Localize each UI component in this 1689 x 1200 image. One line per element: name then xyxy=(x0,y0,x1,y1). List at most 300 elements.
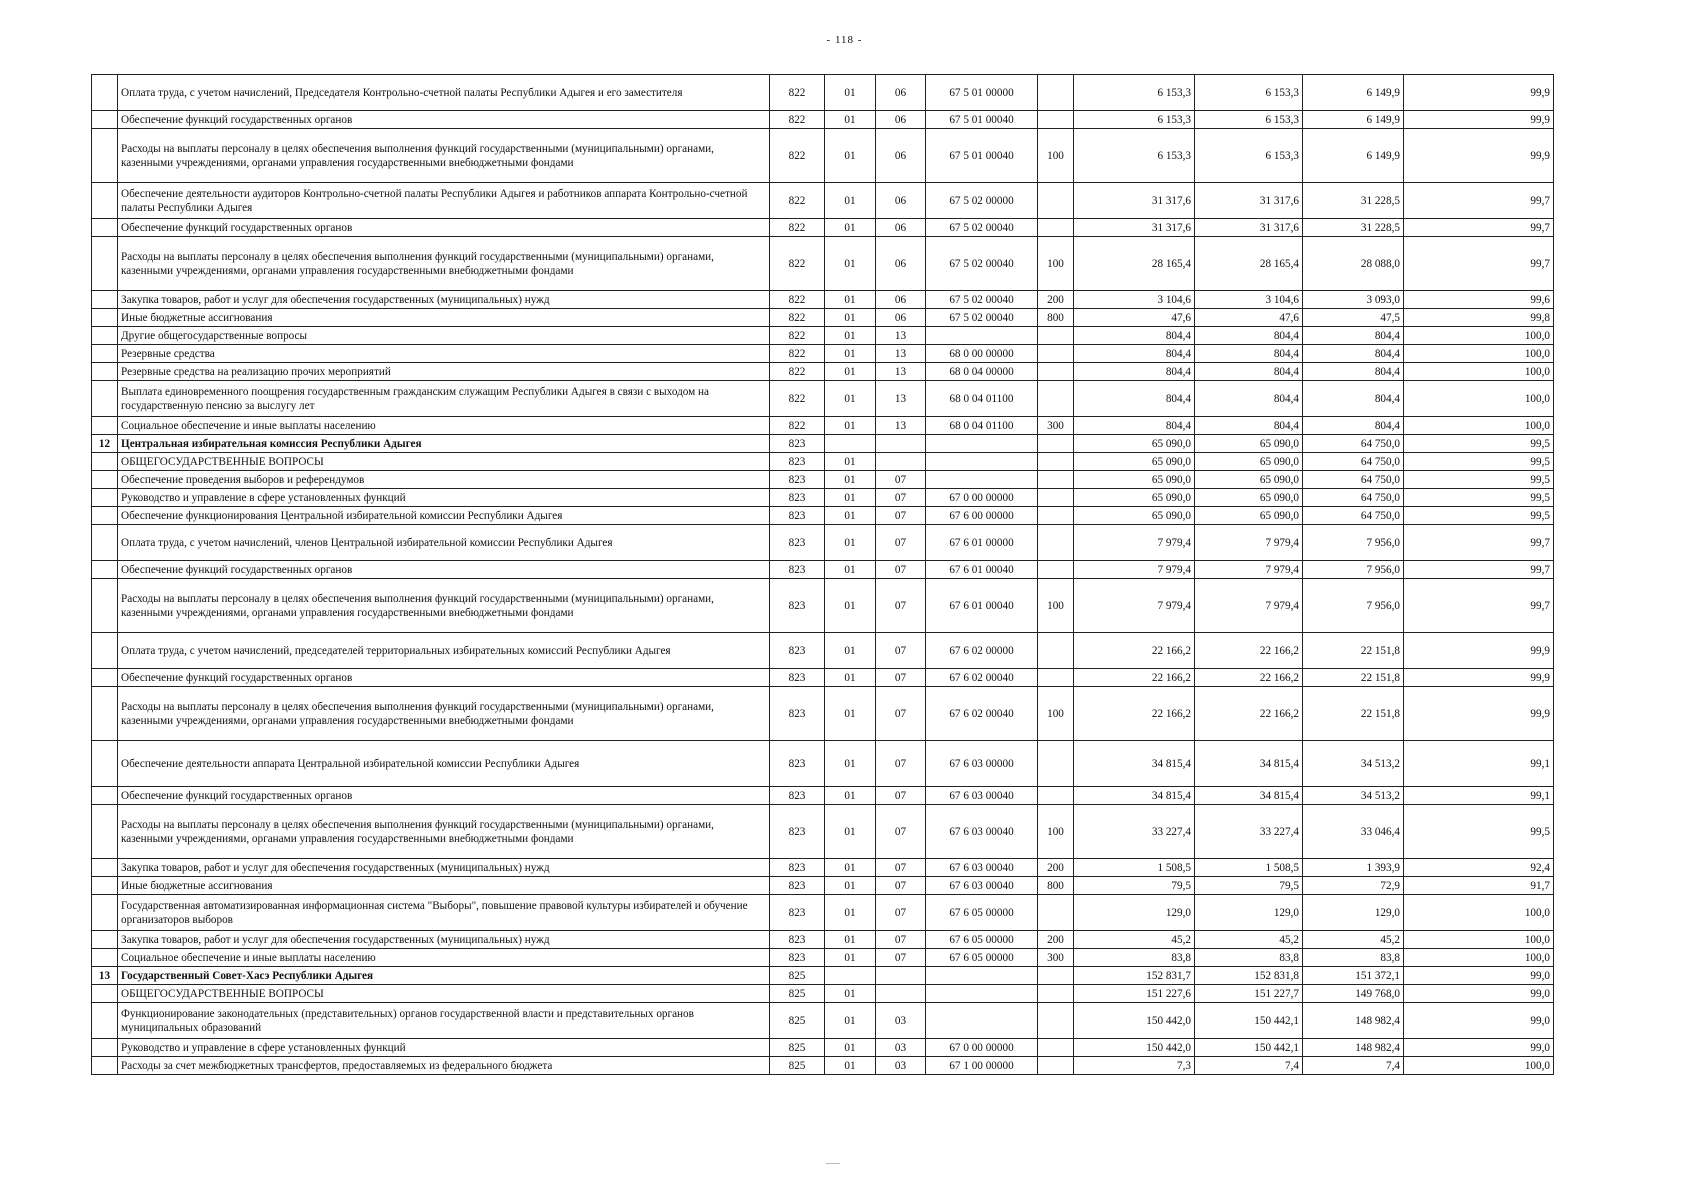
executed-amount: 83,8 xyxy=(1303,949,1404,967)
budget-list-amount: 31 317,6 xyxy=(1195,183,1303,219)
executed-amount: 31 228,5 xyxy=(1303,183,1404,219)
row-number xyxy=(92,877,118,895)
executed-amount: 72,9 xyxy=(1303,877,1404,895)
ministry-code: 825 xyxy=(770,1057,825,1075)
expense-name: ОБЩЕГОСУДАРСТВЕННЫЕ ВОПРОСЫ xyxy=(118,985,770,1003)
expense-type-code xyxy=(1038,967,1074,985)
approved-amount: 22 166,2 xyxy=(1074,633,1195,669)
table-row xyxy=(92,895,1554,931)
row-number xyxy=(92,471,118,489)
execution-percent: 99,1 xyxy=(1404,741,1554,787)
table-row xyxy=(92,345,1554,363)
expense-type-code xyxy=(1038,471,1074,489)
row-number: 13 xyxy=(92,967,118,985)
table-row xyxy=(92,471,1554,489)
table-row xyxy=(92,507,1554,525)
expense-type-code xyxy=(1038,985,1074,1003)
ministry-code: 823 xyxy=(770,949,825,967)
execution-percent: 99,7 xyxy=(1404,579,1554,633)
expense-name: Резервные средства xyxy=(118,345,770,363)
expense-name: Обеспечение функций государственных органов xyxy=(118,561,770,579)
expense-type-code xyxy=(1038,327,1074,345)
row-number xyxy=(92,949,118,967)
table-row xyxy=(92,489,1554,507)
executed-amount: 31 228,5 xyxy=(1303,219,1404,237)
subsection-code: 13 xyxy=(876,327,926,345)
target-article-code: 68 0 00 00000 xyxy=(926,345,1038,363)
approved-amount: 34 815,4 xyxy=(1074,787,1195,805)
execution-percent: 100,0 xyxy=(1404,363,1554,381)
section-code: 01 xyxy=(825,489,876,507)
subsection-code xyxy=(876,453,926,471)
table-row xyxy=(92,669,1554,687)
budget-list-amount: 150 442,1 xyxy=(1195,1039,1303,1057)
expense-type-code: 100 xyxy=(1038,237,1074,291)
table-row xyxy=(92,129,1554,183)
execution-percent: 99,7 xyxy=(1404,525,1554,561)
target-article-code xyxy=(926,471,1038,489)
ministry-code: 823 xyxy=(770,931,825,949)
row-number xyxy=(92,579,118,633)
expense-name: Закупка товаров, работ и услуг для обеспечения государственных (муниципальных) нужд xyxy=(118,931,770,949)
section-code: 01 xyxy=(825,1057,876,1075)
target-article-code: 67 6 05 00000 xyxy=(926,949,1038,967)
executed-amount: 34 513,2 xyxy=(1303,787,1404,805)
execution-percent: 99,0 xyxy=(1404,985,1554,1003)
expense-type-code xyxy=(1038,75,1074,111)
table-row xyxy=(92,687,1554,741)
target-article-code: 67 6 03 00040 xyxy=(926,805,1038,859)
subsection-code: 07 xyxy=(876,805,926,859)
execution-percent: 99,9 xyxy=(1404,129,1554,183)
row-number xyxy=(92,489,118,507)
expense-name: Функционирование законодательных (представительных) органов государственной власти и представительных органов муниципальных образований xyxy=(118,1003,770,1039)
ministry-code: 822 xyxy=(770,237,825,291)
approved-amount: 150 442,0 xyxy=(1074,1039,1195,1057)
executed-amount: 28 088,0 xyxy=(1303,237,1404,291)
subsection-code: 07 xyxy=(876,741,926,787)
row-number xyxy=(92,453,118,471)
expense-type-code: 200 xyxy=(1038,291,1074,309)
budget-list-amount: 22 166,2 xyxy=(1195,633,1303,669)
execution-percent: 100,0 xyxy=(1404,381,1554,417)
row-number xyxy=(92,219,118,237)
subsection-code xyxy=(876,985,926,1003)
expense-type-code xyxy=(1038,111,1074,129)
target-article-code: 67 5 02 00040 xyxy=(926,237,1038,291)
target-article-code: 67 0 00 00000 xyxy=(926,489,1038,507)
table-row xyxy=(92,579,1554,633)
subsection-code: 07 xyxy=(876,633,926,669)
target-article-code: 67 5 01 00040 xyxy=(926,111,1038,129)
scan-mark xyxy=(826,1163,840,1164)
ministry-code: 822 xyxy=(770,417,825,435)
executed-amount: 22 151,8 xyxy=(1303,669,1404,687)
execution-percent: 99,9 xyxy=(1404,633,1554,669)
expense-name: Обеспечение функций государственных органов xyxy=(118,669,770,687)
ministry-code: 822 xyxy=(770,183,825,219)
budget-list-amount: 33 227,4 xyxy=(1195,805,1303,859)
approved-amount: 65 090,0 xyxy=(1074,435,1195,453)
row-number xyxy=(92,1003,118,1039)
target-article-code: 67 5 02 00040 xyxy=(926,309,1038,327)
subsection-code: 06 xyxy=(876,237,926,291)
section-code: 01 xyxy=(825,75,876,111)
approved-amount: 129,0 xyxy=(1074,895,1195,931)
execution-percent: 99,6 xyxy=(1404,291,1554,309)
target-article-code: 67 5 01 00040 xyxy=(926,129,1038,183)
approved-amount: 804,4 xyxy=(1074,417,1195,435)
subsection-code: 03 xyxy=(876,1039,926,1057)
table-row xyxy=(92,949,1554,967)
row-number xyxy=(92,237,118,291)
expense-name: Государственная автоматизированная информационная система "Выборы", повышение правовой культуры избирателей и обучение организаторов выборов xyxy=(118,895,770,931)
target-article-code: 67 6 01 00040 xyxy=(926,561,1038,579)
approved-amount: 22 166,2 xyxy=(1074,669,1195,687)
approved-amount: 804,4 xyxy=(1074,381,1195,417)
budget-list-amount: 22 166,2 xyxy=(1195,669,1303,687)
execution-percent: 92,4 xyxy=(1404,859,1554,877)
expense-type-code xyxy=(1038,669,1074,687)
row-number xyxy=(92,859,118,877)
row-number xyxy=(92,1039,118,1057)
subsection-code: 07 xyxy=(876,669,926,687)
subsection-code: 13 xyxy=(876,417,926,435)
row-number xyxy=(92,669,118,687)
budget-list-amount: 65 090,0 xyxy=(1195,435,1303,453)
subsection-code: 07 xyxy=(876,579,926,633)
row-number xyxy=(92,363,118,381)
row-number xyxy=(92,291,118,309)
target-article-code xyxy=(926,327,1038,345)
expense-type-code: 100 xyxy=(1038,129,1074,183)
ministry-code: 823 xyxy=(770,471,825,489)
target-article-code: 67 6 03 00040 xyxy=(926,877,1038,895)
ministry-code: 823 xyxy=(770,895,825,931)
budget-list-amount: 804,4 xyxy=(1195,327,1303,345)
budget-list-amount: 804,4 xyxy=(1195,417,1303,435)
ministry-code: 825 xyxy=(770,985,825,1003)
expense-name: Обеспечение функций государственных органов xyxy=(118,787,770,805)
approved-amount: 31 317,6 xyxy=(1074,219,1195,237)
subsection-code: 07 xyxy=(876,525,926,561)
subsection-code: 13 xyxy=(876,363,926,381)
subsection-code: 07 xyxy=(876,471,926,489)
target-article-code: 67 6 03 00000 xyxy=(926,741,1038,787)
section-code: 01 xyxy=(825,741,876,787)
expense-name: Иные бюджетные ассигнования xyxy=(118,309,770,327)
ministry-code: 822 xyxy=(770,309,825,327)
target-article-code: 68 0 04 01100 xyxy=(926,381,1038,417)
table-row xyxy=(92,237,1554,291)
approved-amount: 804,4 xyxy=(1074,363,1195,381)
ministry-code: 822 xyxy=(770,381,825,417)
execution-percent: 100,0 xyxy=(1404,417,1554,435)
ministry-code: 822 xyxy=(770,75,825,111)
executed-amount: 1 393,9 xyxy=(1303,859,1404,877)
section-code: 01 xyxy=(825,183,876,219)
expense-name: Руководство и управление в сфере установленных функций xyxy=(118,489,770,507)
expense-type-code xyxy=(1038,363,1074,381)
expense-type-code xyxy=(1038,741,1074,787)
execution-percent: 99,7 xyxy=(1404,237,1554,291)
expense-type-code xyxy=(1038,345,1074,363)
expense-name: Расходы на выплаты персоналу в целях обеспечения выполнения функций государственными (муниципальными) органами, казенными учреждениями, органами управления государственными внебюджетными фондами xyxy=(118,237,770,291)
ministry-code: 823 xyxy=(770,787,825,805)
executed-amount: 47,5 xyxy=(1303,309,1404,327)
subsection-code: 06 xyxy=(876,183,926,219)
budget-list-amount: 31 317,6 xyxy=(1195,219,1303,237)
budget-list-amount: 34 815,4 xyxy=(1195,741,1303,787)
expense-name: Расходы на выплаты персоналу в целях обеспечения выполнения функций государственными (муниципальными) органами, казенными учреждениями, органами управления государственными внебюджетными фондами xyxy=(118,579,770,633)
target-article-code: 67 6 02 00040 xyxy=(926,687,1038,741)
expense-name: Оплата труда, с учетом начислений, членов Центральной избирательной комиссии Республики Адыгея xyxy=(118,525,770,561)
section-code: 01 xyxy=(825,129,876,183)
budget-list-amount: 65 090,0 xyxy=(1195,453,1303,471)
approved-amount: 65 090,0 xyxy=(1074,489,1195,507)
expense-type-code: 100 xyxy=(1038,579,1074,633)
expense-type-code xyxy=(1038,895,1074,931)
expense-name: Обеспечение функционирования Центральной избирательной комиссии Республики Адыгея xyxy=(118,507,770,525)
expense-type-code xyxy=(1038,633,1074,669)
subsection-code: 07 xyxy=(876,787,926,805)
section-code: 01 xyxy=(825,859,876,877)
expense-type-code xyxy=(1038,1057,1074,1075)
ministry-code: 823 xyxy=(770,859,825,877)
target-article-code: 67 5 02 00000 xyxy=(926,183,1038,219)
execution-percent: 100,0 xyxy=(1404,931,1554,949)
table-row xyxy=(92,931,1554,949)
executed-amount: 7 956,0 xyxy=(1303,579,1404,633)
ministry-code: 823 xyxy=(770,687,825,741)
table-row xyxy=(92,967,1554,985)
expense-name: Социальное обеспечение и иные выплаты населению xyxy=(118,949,770,967)
executed-amount: 804,4 xyxy=(1303,345,1404,363)
subsection-code: 07 xyxy=(876,859,926,877)
ministry-code: 822 xyxy=(770,219,825,237)
target-article-code xyxy=(926,435,1038,453)
expense-name: Обеспечение функций государственных органов xyxy=(118,219,770,237)
section-code: 01 xyxy=(825,309,876,327)
expense-name: Выплата единовременного поощрения государственным гражданским служащим Республики Адыгея в связи с выходом на государственную пенсию за выслугу лет xyxy=(118,381,770,417)
section-code: 01 xyxy=(825,633,876,669)
executed-amount: 148 982,4 xyxy=(1303,1003,1404,1039)
budget-list-amount: 28 165,4 xyxy=(1195,237,1303,291)
approved-amount: 83,8 xyxy=(1074,949,1195,967)
ministry-code: 823 xyxy=(770,669,825,687)
row-number xyxy=(92,561,118,579)
expense-type-code: 200 xyxy=(1038,931,1074,949)
subsection-code: 03 xyxy=(876,1057,926,1075)
ministry-code: 823 xyxy=(770,805,825,859)
subsection-code: 07 xyxy=(876,931,926,949)
table-row xyxy=(92,327,1554,345)
expense-name: Закупка товаров, работ и услуг для обеспечения государственных (муниципальных) нужд xyxy=(118,291,770,309)
budget-list-amount: 150 442,1 xyxy=(1195,1003,1303,1039)
executed-amount: 804,4 xyxy=(1303,417,1404,435)
executed-amount: 45,2 xyxy=(1303,931,1404,949)
approved-amount: 65 090,0 xyxy=(1074,453,1195,471)
budget-list-amount: 65 090,0 xyxy=(1195,489,1303,507)
budget-list-amount: 6 153,3 xyxy=(1195,129,1303,183)
target-article-code: 67 6 02 00040 xyxy=(926,669,1038,687)
budget-list-amount: 79,5 xyxy=(1195,877,1303,895)
execution-percent: 99,0 xyxy=(1404,967,1554,985)
section-code xyxy=(825,967,876,985)
target-article-code: 67 6 01 00040 xyxy=(926,579,1038,633)
target-article-code: 67 0 00 00000 xyxy=(926,1039,1038,1057)
target-article-code: 67 5 01 00000 xyxy=(926,75,1038,111)
budget-list-amount: 7 979,4 xyxy=(1195,579,1303,633)
budget-list-amount: 45,2 xyxy=(1195,931,1303,949)
row-number xyxy=(92,309,118,327)
execution-percent: 99,9 xyxy=(1404,111,1554,129)
expense-type-code: 100 xyxy=(1038,805,1074,859)
subsection-code: 07 xyxy=(876,489,926,507)
expense-type-code: 800 xyxy=(1038,309,1074,327)
approved-amount: 3 104,6 xyxy=(1074,291,1195,309)
subsection-code: 13 xyxy=(876,381,926,417)
expense-name: Руководство и управление в сфере установленных функций xyxy=(118,1039,770,1057)
table-row xyxy=(92,111,1554,129)
executed-amount: 3 093,0 xyxy=(1303,291,1404,309)
executed-amount: 7,4 xyxy=(1303,1057,1404,1075)
expense-type-code xyxy=(1038,183,1074,219)
row-number xyxy=(92,183,118,219)
executed-amount: 64 750,0 xyxy=(1303,471,1404,489)
approved-amount: 6 153,3 xyxy=(1074,111,1195,129)
budget-table xyxy=(91,74,1554,1075)
budget-list-amount: 3 104,6 xyxy=(1195,291,1303,309)
ministry-code: 825 xyxy=(770,967,825,985)
table-row xyxy=(92,435,1554,453)
row-number xyxy=(92,327,118,345)
expense-type-code: 800 xyxy=(1038,877,1074,895)
section-code: 01 xyxy=(825,669,876,687)
section-code: 01 xyxy=(825,895,876,931)
executed-amount: 64 750,0 xyxy=(1303,489,1404,507)
execution-percent: 99,9 xyxy=(1404,687,1554,741)
table-row xyxy=(92,363,1554,381)
approved-amount: 1 508,5 xyxy=(1074,859,1195,877)
target-article-code: 67 6 03 00040 xyxy=(926,787,1038,805)
row-number xyxy=(92,381,118,417)
expense-name: Обеспечение деятельности аппарата Центральной избирательной комиссии Республики Адыгея xyxy=(118,741,770,787)
execution-percent: 99,7 xyxy=(1404,183,1554,219)
budget-list-amount: 804,4 xyxy=(1195,363,1303,381)
row-number xyxy=(92,931,118,949)
subsection-code: 07 xyxy=(876,895,926,931)
row-number xyxy=(92,525,118,561)
execution-percent: 99,9 xyxy=(1404,669,1554,687)
section-code: 01 xyxy=(825,363,876,381)
expense-type-code: 100 xyxy=(1038,687,1074,741)
expense-name: Социальное обеспечение и иные выплаты населению xyxy=(118,417,770,435)
executed-amount: 64 750,0 xyxy=(1303,453,1404,471)
row-number xyxy=(92,1057,118,1075)
execution-percent: 99,5 xyxy=(1404,507,1554,525)
section-code: 01 xyxy=(825,579,876,633)
row-number xyxy=(92,507,118,525)
table-row xyxy=(92,75,1554,111)
approved-amount: 7,3 xyxy=(1074,1057,1195,1075)
row-number xyxy=(92,633,118,669)
subsection-code: 07 xyxy=(876,687,926,741)
table-row xyxy=(92,1057,1554,1075)
executed-amount: 33 046,4 xyxy=(1303,805,1404,859)
section-code: 01 xyxy=(825,381,876,417)
ministry-code: 823 xyxy=(770,525,825,561)
executed-amount: 148 982,4 xyxy=(1303,1039,1404,1057)
expense-name: Центральная избирательная комиссия Республики Адыгея xyxy=(118,435,770,453)
row-number xyxy=(92,895,118,931)
expense-name: ОБЩЕГОСУДАРСТВЕННЫЕ ВОПРОСЫ xyxy=(118,453,770,471)
ministry-code: 823 xyxy=(770,489,825,507)
executed-amount: 6 149,9 xyxy=(1303,111,1404,129)
ministry-code: 822 xyxy=(770,363,825,381)
approved-amount: 7 979,4 xyxy=(1074,579,1195,633)
approved-amount: 33 227,4 xyxy=(1074,805,1195,859)
execution-percent: 99,7 xyxy=(1404,219,1554,237)
budget-list-amount: 152 831,8 xyxy=(1195,967,1303,985)
row-number xyxy=(92,111,118,129)
expense-type-code: 300 xyxy=(1038,417,1074,435)
budget-list-amount: 6 153,3 xyxy=(1195,111,1303,129)
target-article-code: 67 6 02 00000 xyxy=(926,633,1038,669)
target-article-code xyxy=(926,967,1038,985)
table-row xyxy=(92,309,1554,327)
executed-amount: 34 513,2 xyxy=(1303,741,1404,787)
execution-percent: 99,7 xyxy=(1404,561,1554,579)
ministry-code: 823 xyxy=(770,741,825,787)
table-row xyxy=(92,805,1554,859)
expense-name: Обеспечение функций государственных органов xyxy=(118,111,770,129)
budget-list-amount: 22 166,2 xyxy=(1195,687,1303,741)
expense-type-code xyxy=(1038,507,1074,525)
approved-amount: 6 153,3 xyxy=(1074,129,1195,183)
expense-type-code xyxy=(1038,219,1074,237)
table-row xyxy=(92,453,1554,471)
row-number xyxy=(92,985,118,1003)
subsection-code xyxy=(876,435,926,453)
ministry-code: 822 xyxy=(770,291,825,309)
subsection-code: 06 xyxy=(876,111,926,129)
executed-amount: 149 768,0 xyxy=(1303,985,1404,1003)
section-code: 01 xyxy=(825,787,876,805)
approved-amount: 28 165,4 xyxy=(1074,237,1195,291)
row-number xyxy=(92,345,118,363)
approved-amount: 152 831,7 xyxy=(1074,967,1195,985)
section-code: 01 xyxy=(825,1003,876,1039)
table-row xyxy=(92,1039,1554,1057)
expense-type-code xyxy=(1038,787,1074,805)
target-article-code: 67 1 00 00000 xyxy=(926,1057,1038,1075)
ministry-code: 822 xyxy=(770,129,825,183)
target-article-code xyxy=(926,1003,1038,1039)
expense-type-code xyxy=(1038,489,1074,507)
executed-amount: 804,4 xyxy=(1303,327,1404,345)
execution-percent: 99,0 xyxy=(1404,1039,1554,1057)
ministry-code: 825 xyxy=(770,1039,825,1057)
ministry-code: 822 xyxy=(770,327,825,345)
target-article-code: 67 5 02 00040 xyxy=(926,219,1038,237)
subsection-code: 13 xyxy=(876,345,926,363)
execution-percent: 100,0 xyxy=(1404,1057,1554,1075)
expense-name: Расходы на выплаты персоналу в целях обеспечения выполнения функций государственными (муниципальными) органами, казенными учреждениями, органами управления государственными внебюджетными фондами xyxy=(118,687,770,741)
row-number xyxy=(92,805,118,859)
section-code: 01 xyxy=(825,877,876,895)
approved-amount: 804,4 xyxy=(1074,327,1195,345)
